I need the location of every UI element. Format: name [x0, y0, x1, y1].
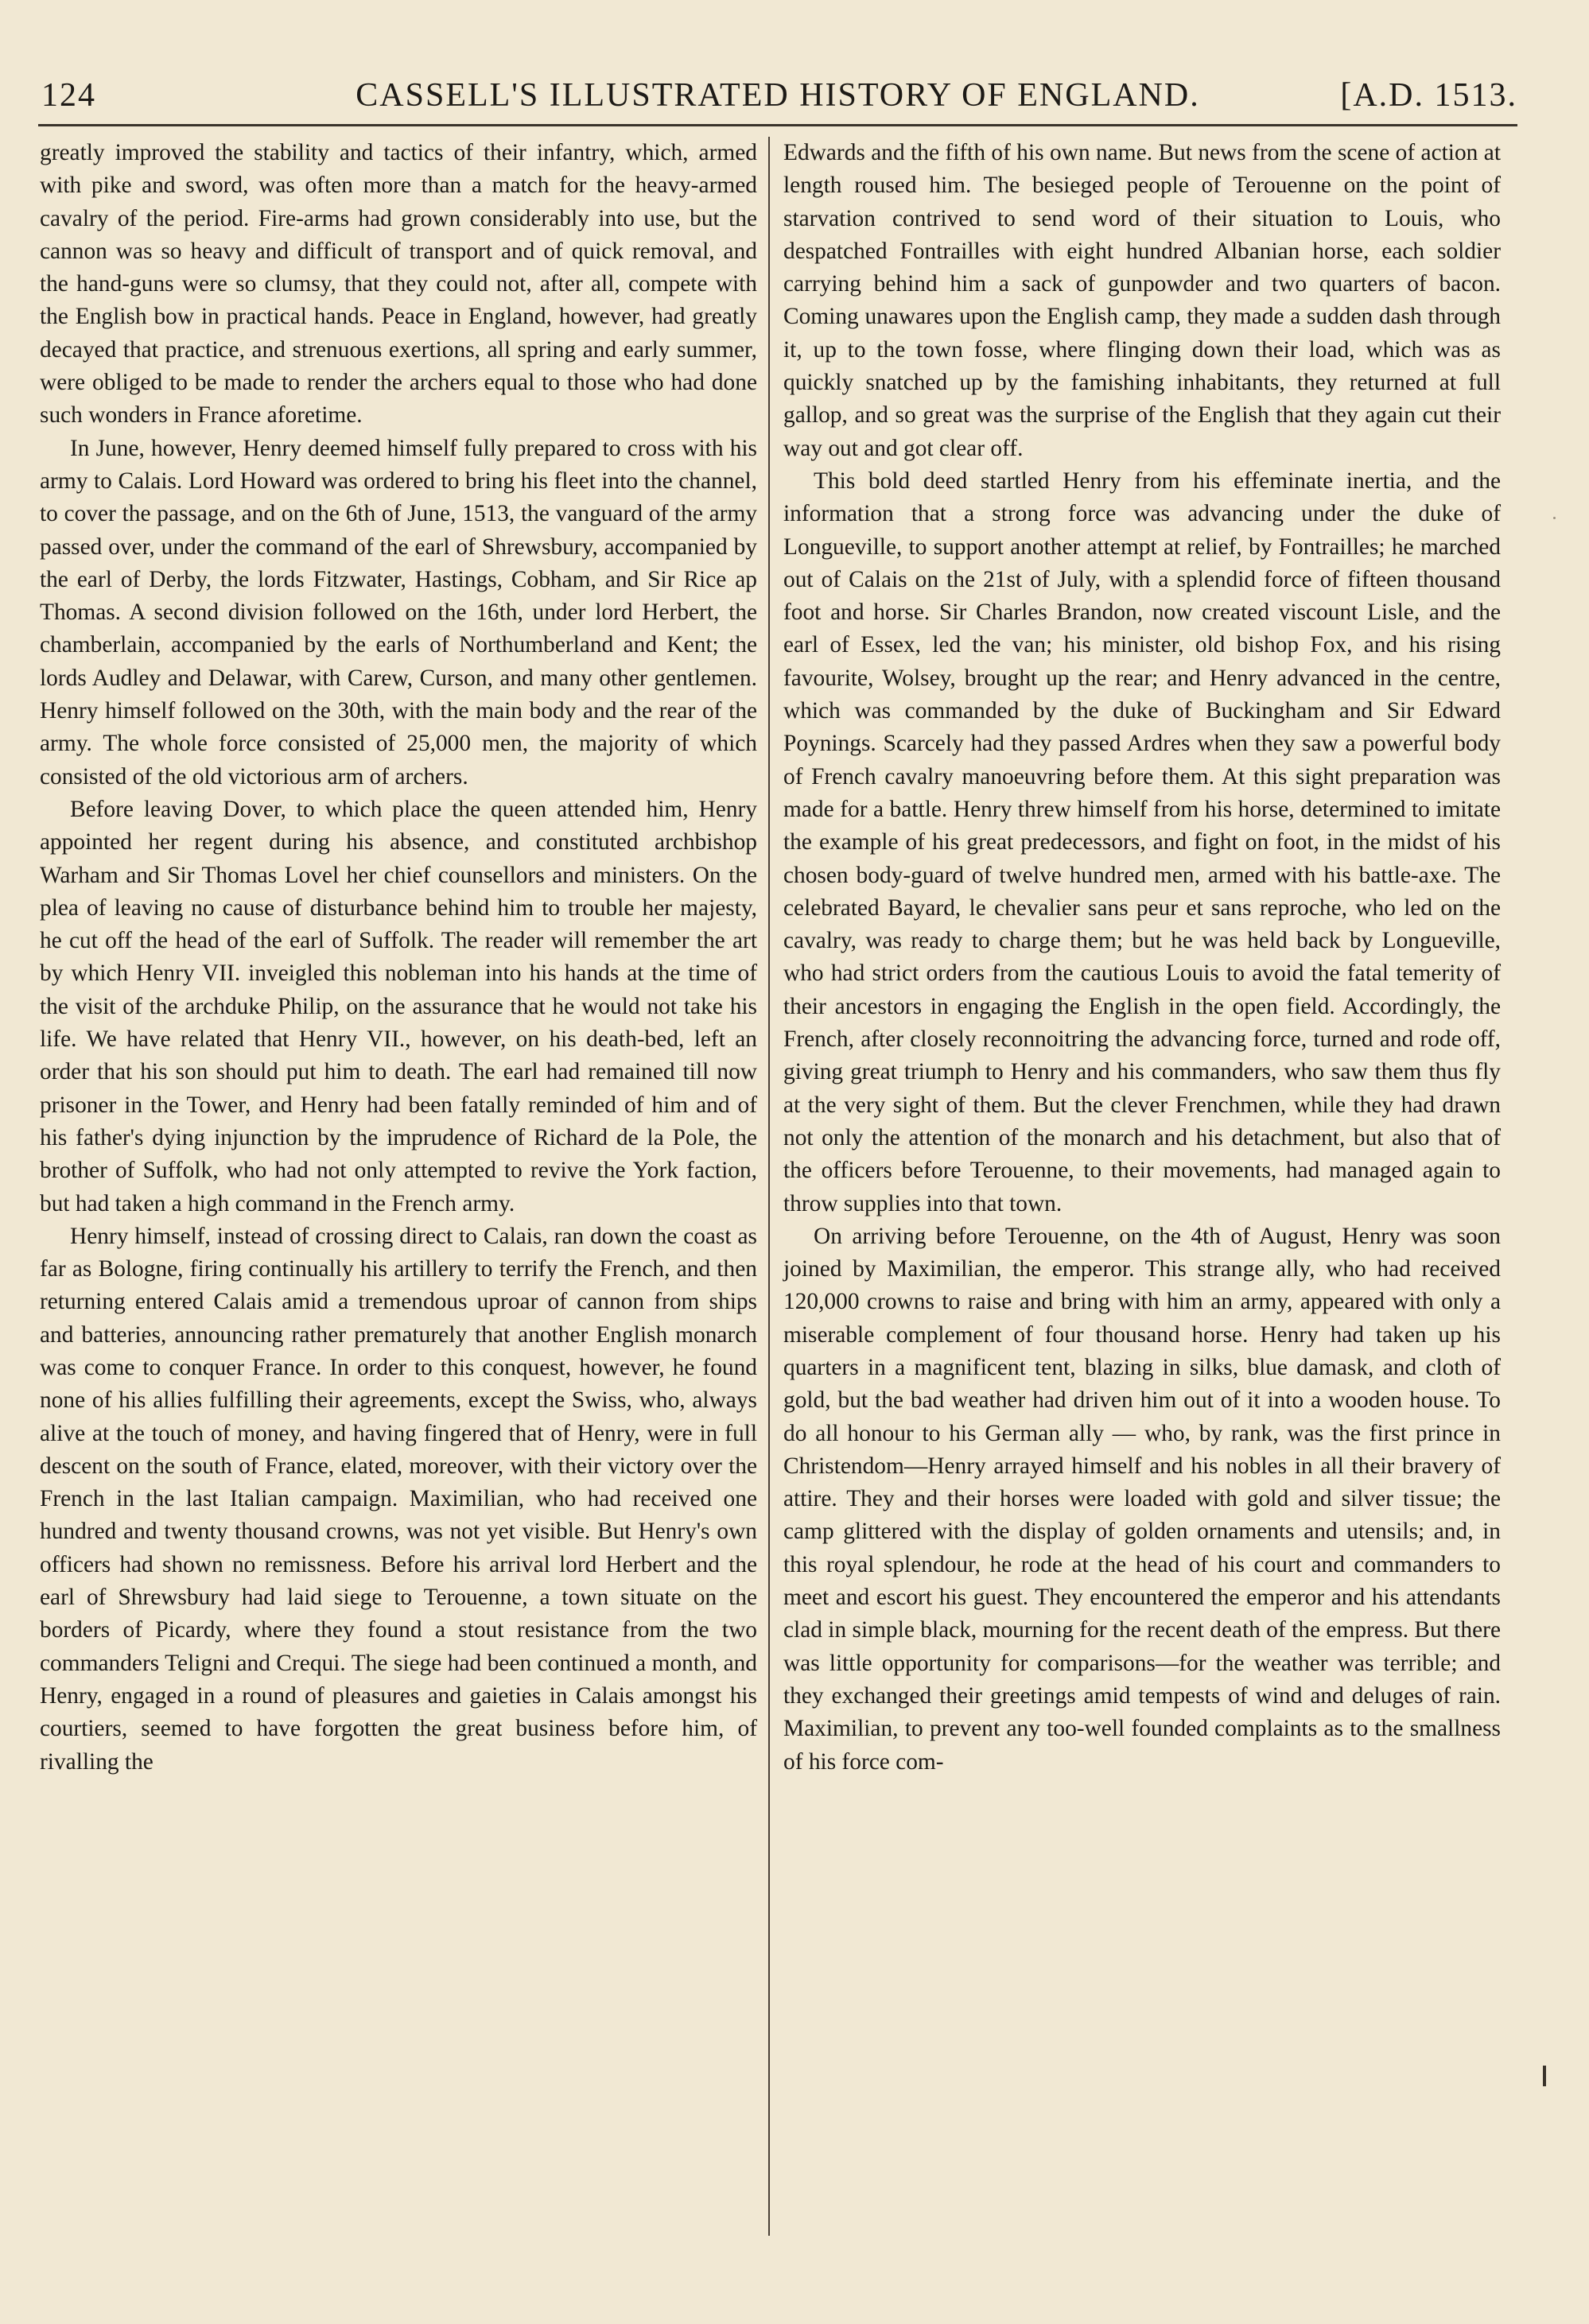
paragraph: On arriving before Terouenne, on the 4th of August, Henry was soon joined by Maximilian, the emperor. This strange ally, who had received 120,000 crowns to raise and bring with him an army, appeared with only a miserable complement of four thousand horse. Henry had taken up his quarters in a magnificent tent, blazing in silks, blue damask, and cloth of gold, but the bad weather had driven him out of it into a wooden house. To do all honour to his German ally — who, by rank, was the first prince in Christendom—Henry arrayed himself and his nobles in all their bravery of attire. They and their horses were loaded with gold and silver tissue; the camp glittered with the display of golden ornaments and utensils; and, in this royal splendour, he rode at the head of his court and commanders to meet and escort his guest. They encountered the emperor and his attendants clad in simple black, mourning for the recent death of the empress. But there was little opportunity for comparisons—for the weather was terrible; and they exchanged their greetings amid tempests of wind and deluges of rain. Maximilian, to prevent any too-well founded complaints as to the smallness of his force com-: [783, 1223, 1501, 1775]
margin-mark: [1543, 2066, 1546, 2086]
paragraph: greatly improved the stability and tactics of their infantry, which, armed with pike and sword, was often more than a match for the heavy-armed cavalry of the period. Fire-arms had grown considerably into use, but the cannon was so heavy and difficult of transport and of quick removal, and the hand-guns were so clumsy, that they could not, after all, compete with the English bow in practical hands. Peace in England, however, had greatly decayed that practice, and strenuous exertions, all spring and early summer, were obliged to be made to render the archers equal to those who had done such wonders in France aforetime.: [40, 140, 757, 429]
page-header: [38, 76, 1517, 124]
paragraph: In June, however, Henry deemed himself fully prepared to cross with his army to Calais. Lord Howard was ordered to bring his fleet into the channel, to cover the passage, and on the 6th of June, 1513, the vanguard of the army passed over, under the command of the earl of Shrewsbury, accompanied by the earl of Derby, the lords Fitzwater, Hastings, Cobham, and Sir Rice ap Thomas. A second division followed on the 16th, under lord Herbert, the chamberlain, accompanied by the earls of Northumberland and Kent; the lords Audley and Delawar, with Carew, Curson, and many other gentlemen. Henry himself followed on the 30th, with the main body and the rear of the army. The whole force consisted of 25,000 men, the majority of which consisted of the old victorious arm of archers.: [40, 435, 757, 790]
page-number: 124: [41, 77, 96, 114]
paragraph: This bold deed startled Henry from his effeminate inertia, and the information that a strong force was advancing under the duke of Longueville, to support another attempt at relief, by Fontrailles; he marched out of Calais on the 21st of July, with a splendid force of fifteen thousand foot and horse. Sir Charles Brandon, now created viscount Lisle, and the earl of Essex, led the van; his minister, old bishop Fox, and his rising favourite, Wolsey, brought up the rear; and Henry advanced in the centre, which was commanded by the duke of Buckingham and Sir Edward Poynings. Scarcely had they passed Ardres when they saw a powerful body of French cavalry manoeuvring before them. At this sight preparation was made for a battle. Henry threw himself from his horse, determined to imitate the example of his great predecessors, and fight on foot, in the midst of his chosen body-guard of twelve hundred men, armed with his battle-axe. The celebrated Bayard, le chevalier sans peur et sans reproche, who led on the cavalry, was ready to charge them; but he was held back by Longueville, who had strict orders from the cautious Louis to avoid the fatal temerity of their ancestors in engaging the English in the open field. Accordingly, the French, after closely reconnoitring the advancing force, turned and rode off, giving great triumph to Henry and his commanders, who saw them thus fly at the very sight of them. But the clever Frenchmen, while they had drawn not only the attention of the monarch and his detachment, but also that of the officers before Terouenne, to their movements, had managed again to throw supplies into that town.: [783, 468, 1501, 1216]
running-date: [A.D. 1513.: [1340, 77, 1517, 114]
right-column: [783, 137, 1501, 2244]
paper-speck: [1553, 517, 1556, 519]
column-divider: [768, 137, 770, 2236]
paragraph: Henry himself, instead of crossing direct to Calais, ran down the coast as far as Bologne, firing continually his artillery to terrify the French, and then returning entered Calais amid a tremendous uproar of cannon from ships and batteries, announcing rather prematurely that another English monarch was come to conquer France. In order to this conquest, however, he found none of his allies fulfilling their agreements, except the Swiss, who, always alive at the touch of money, and having fingered that of Henry, were in full descent on the south of France, elated, moreover, with their victory over the French in the last Italian campaign. Maximilian, who had received one hundred and twenty thousand crowns, was not yet visible. But Henry's own officers had shown no remissness. Before his arrival lord Herbert and the earl of Shrewsbury had laid siege to Terouenne, a town situate on the borders of Picardy, where they found a stout resistance from the two commanders Teligni and Crequi. The siege had been continued a month, and Henry, engaged in a round of pleasures and gaieties in Calais amongst his courtiers, seemed to have forgotten the great business before him, of rivalling the: [40, 1223, 757, 1775]
header-rule: [38, 124, 1517, 126]
paragraph: Before leaving Dover, to which place the queen attended him, Henry appointed her regent during his absence, and constituted archbishop Warham and Sir Thomas Lovel her chief counsellors and ministers. On the plea of leaving no cause of disturbance behind him to trouble her majesty, he cut off the head of the earl of Suffolk. The reader will remember the art by which Henry VII. inveigled this nobleman into his hands at the time of the visit of the archduke Philip, on the assurance that he would not take his life. We have related that Henry VII., however, on his death-bed, left an order that his son should put him to death. The earl had remained till now prisoner in the Tower, and Henry had been fatally reminded of him and of his father's dying injunction by the imprudence of Richard de la Pole, the brother of Suffolk, who had not only attempted to revive the York faction, but had taken a high command in the French army.: [40, 796, 757, 1216]
running-title: CASSELL'S ILLUSTRATED HISTORY OF ENGLAND.: [355, 77, 1200, 114]
left-column: [40, 137, 757, 2244]
paragraph: Edwards and the fifth of his own name. But news from the scene of action at length roused him. The besieged people of Terouenne on the point of starvation contrived to send word of their situation to Louis, who despatched Fontrailles with eight hundred Albanian horse, each soldier carrying behind him a sack of gunpowder and two quarters of bacon. Coming unawares upon the English camp, they made a sudden dash through it, up to the town fosse, where flinging down their load, which was as quickly snatched up by the famishing inhabitants, they returned at full gallop, and so great was the surprise of the English that they again cut their way out and got clear off.: [783, 140, 1501, 461]
